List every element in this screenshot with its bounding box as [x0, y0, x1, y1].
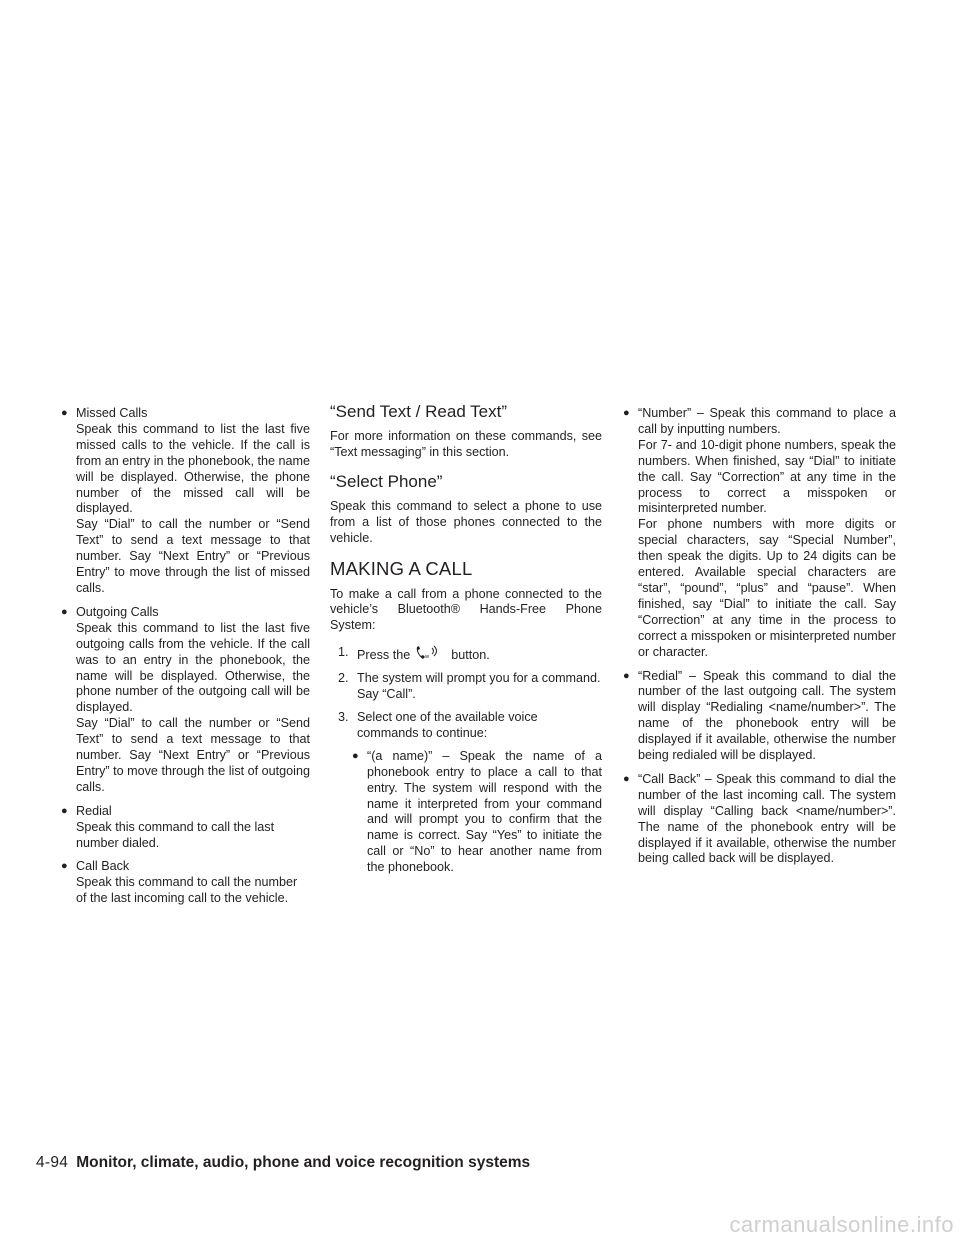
left-column [58, 406, 310, 915]
bullet: ● [61, 605, 68, 618]
number-text-2: For 7- and 10-digit phone numbers, speak the numbers. When finished, say “Dial” to initiate the call. Say “Correction” at any time in the process to correct a misspoken or misinterpreted number. [638, 437, 896, 516]
item-text-2: Say “Dial” to call the number or “Send Text” to send a text message to that number. Say “Next Entry” or “Previous Entry” to move through the list of outgoing calls. [76, 716, 310, 794]
step-number: 3. [338, 709, 349, 724]
list-item-call-back [58, 859, 310, 907]
step-text: The system will prompt you for a command. Say “Call”. [357, 671, 601, 702]
item-title: Outgoing Calls [76, 604, 159, 619]
item-title: Missed Calls [76, 406, 148, 420]
right-column [620, 406, 896, 875]
select-phone-body: Speak this command to select a phone to use from a list of those phones connected to the vehicle. [330, 498, 602, 545]
list-item-number [620, 406, 896, 661]
redial-text: “Redial” – Speak this command to dial the number of the last outgoing call. The system will display “Redialing <name/number>”. The name of the phonebook entry will be displayed if it available, otherwise the number being redialed will be displayed. [638, 668, 896, 763]
step-number: 1. [338, 645, 349, 660]
watermark: carmanualsonline.info [729, 1212, 954, 1237]
sub-bullet-text: “(a name)” – Speak the name of a phonebook entry to place a call to that entry. The system will respond with the name it interpreted from your command and will prompt you to confirm that the name is correct. Say “Yes” to initiate the call or “No” to hear another name from the phonebook. [367, 748, 602, 875]
making-a-call-intro: To make a call from a phone connected to the vehicle’s Bluetooth® Hands-Free Phone System: [330, 586, 602, 633]
select-phone-heading: “Select Phone” [330, 471, 443, 491]
item-text: Speak this command to call the number of the last incoming call to the vehicle. [76, 875, 298, 906]
step-2 [338, 671, 602, 703]
step-number: 2. [338, 671, 349, 686]
phone-voice-icon [414, 645, 448, 661]
item-text-2: Say “Dial” to call the number or “Send Text” to send a text message to that number. Say “Next Entry” or “Previous Entry” to move through the list of missed calls. [76, 517, 310, 595]
step-3 [338, 710, 602, 742]
bullet: ● [623, 772, 630, 785]
send-text-body: For more information on these commands, see “Text messaging” in this section. [330, 429, 602, 459]
number-text-3: For phone numbers with more digits or special characters, say “Special Number”, then speak the digits. Up to 24 digits can be entered. Available special characters are “star”, “pound”, “plus” and “pause”. When finished, say “Dial” to initiate the call. Say “Correction” at any time in the process to correct a misspoken or misinterpreted number or character. [638, 517, 896, 659]
list-item-missed-calls [58, 406, 310, 597]
step-1 [338, 645, 602, 664]
send-text-heading: “Send Text / Read Text” [330, 402, 508, 421]
bullet: ● [352, 749, 359, 762]
item-title: Call Back [76, 859, 130, 874]
item-text: Speak this command to list the last five outgoing calls from the vehicle. If the call was to an entry in the phonebook, the name will be displayed. Otherwise, the phone number of the outgoing call will be displayed. [76, 620, 310, 715]
bullet: ● [61, 804, 68, 817]
item-text: Speak this command to list the last five missed calls to the vehicle. If the call is from an entry in the phonebook, the name will be displayed. Otherwise, the phone number of the missed call will be displayed. [76, 421, 310, 516]
list-item-outgoing-calls [58, 605, 310, 796]
step-text-before: Press the [357, 648, 411, 663]
bullet: ● [61, 407, 68, 419]
bullet: ● [623, 669, 630, 682]
middle-column [330, 402, 602, 884]
svg-text:w: w [424, 654, 429, 661]
item-text: Speak this command to call the last number dialed. [76, 819, 275, 850]
making-a-call-heading: MAKING A CALL [330, 557, 473, 579]
bullet: ● [61, 860, 68, 873]
list-item-call-back-command [620, 772, 896, 867]
list-item-redial-command [620, 669, 896, 764]
list-item-redial [58, 804, 310, 852]
step-text: Select one of the available voice commands to continue: [357, 709, 538, 740]
call-back-text: “Call Back” – Speak this command to dial the number of the last incoming call. The system will display “Calling back <name/number>”. The name of the phonebook entry will be displayed if it available, otherwise the number being called back will be displayed. [638, 771, 896, 866]
item-title: Redial [76, 803, 112, 818]
sub-bullet-a-name [330, 749, 602, 876]
bullet: ● [623, 407, 630, 419]
section-title: Monitor, climate, audio, phone and voice recognition systems [76, 1154, 531, 1171]
page-footer [36, 1154, 530, 1172]
number-text-1: “Number” – Speak this command to place a call by inputting numbers. [638, 406, 896, 436]
page-number: 4-94 [36, 1154, 69, 1171]
step-text-after: button. [451, 648, 490, 663]
